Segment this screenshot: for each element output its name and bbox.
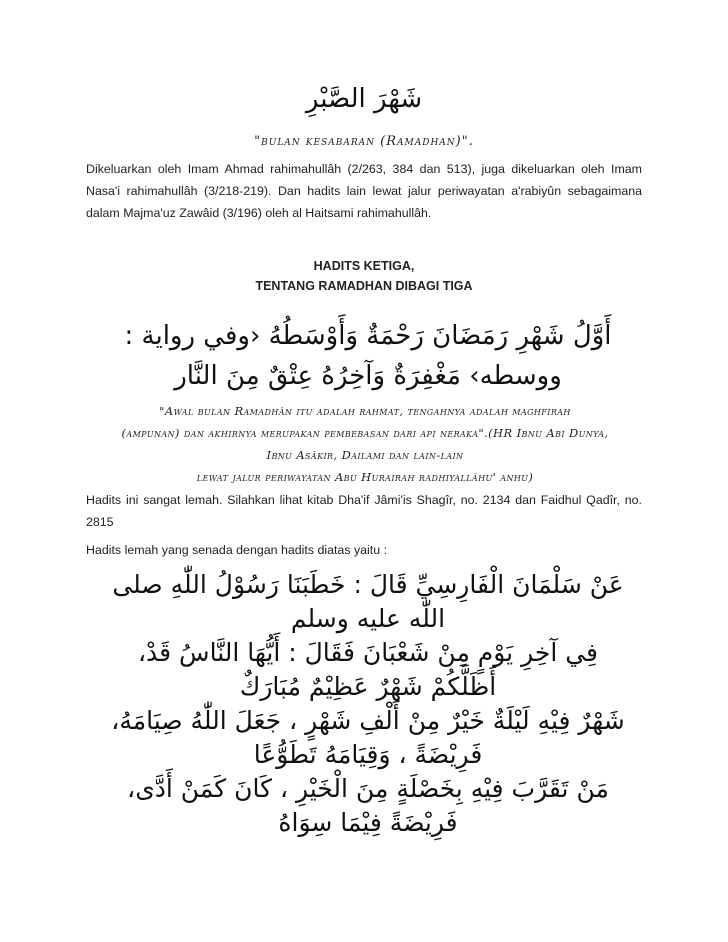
hadith1-translation-line: lewat jalur periwayatan Abu Hurairah radhiyallâhu' anhu) [196, 470, 534, 484]
hadith1-arabic-line: أَوَّلُ شَهْرِ رَمَضَانَ رَحْمَةٌ وَأَوْسَطُهُ ‹وفي رواية : [124, 321, 612, 351]
hadith1-arabic [60, 316, 676, 396]
title-translation: "bulan kesabaran (Ramadhan)". [254, 134, 474, 149]
similar-hadith-note: Hadits lemah yang senada dengan hadits diatas yaitu : [86, 543, 388, 557]
section-heading-line2: TENTANG RAMADHAN DIBAGI TIGA [255, 279, 473, 293]
hadith1-translation [70, 400, 660, 488]
intro-paragraph: Dikeluarkan oleh Imam Ahmad rahimahullâh (2/263, 384 dan 513), juga dikeluarkan oleh Imam Nasa'i rahimahullâh (3/218-219). Dan hadits lain lewat jalur periwayatan a'rabiyûn sebagaimana dalam Majma'uz Zawâid (3/196) oleh al Haitsami rahimahullâh. [86, 162, 642, 220]
arabic-title: شَهْرَ الصَّبْرِ [305, 84, 423, 114]
hadith2-arabic-line: عَنْ سَلْمَانَ الْفَارِسِيِّ قَالَ : خَطَبَنَا رَسُوْلُ اللّٰهِ صلى [112, 570, 624, 599]
hadith1-translation-line: "Awal bulan Ramadhân itu adalah rahmat, tengahnya adalah maghfirah [159, 404, 571, 418]
hadith1-translation-line: (ampunan) dan akhirnya merupakan pembebasan dari api neraka".(HR Ibnu Abi Dunya, [121, 426, 609, 440]
hadith1-translation-line: Ibnu Asâkir, Dailami dan lain-lain [266, 448, 464, 462]
section-heading-line1: HADITS KETIGA, [313, 259, 415, 273]
hadith2-arabic-line: شَهْرٌ فِيْهِ لَيْلَةٌ خَيْرٌ مِنْ أَلْفِ شَهْرٍ ، جَعَلَ اللّٰهُ صِيَامَهُ، [111, 706, 625, 735]
hadith1-arabic-line: ووسطه› مَغْفِرَةٌ وَآخِرُهُ عِتْقٌ مِنَ النَّار [174, 361, 562, 391]
hadith2-arabic-line: أَظَلَّكُمْ شَهْرٌ عَظِيْمٌ مُبَارَكٌ [239, 672, 497, 701]
hadith2-arabic-line: فِي آخِرِ يَوْمٍ مِنْ شَعْبَانَ فَقَالَ : أَيُّهَا النَّاسُ قَدْ، [137, 638, 599, 667]
hadith2-arabic-line: فَرِيْضَةً ، وَقِيَامَهُ تَطَوُّعًا [253, 740, 483, 769]
hadith2-arabic [60, 568, 676, 840]
hadith2-arabic-line: مَنْ تَقَرَّبَ فِيْهِ بِخَصْلَةٍ مِنَ الْخَيْرِ ، كَانَ كَمَنْ أَدَّى، [127, 774, 609, 803]
hadith2-arabic-line: فَرِيْضَةً فِيْمَا سِوَاهُ [278, 808, 458, 837]
hadith2-arabic-line: اللّٰه عليه وسلم [290, 604, 446, 633]
weak-hadith-note: Hadits ini sangat lemah. Silahkan lihat kitab Dha'if Jâmi'is Shagîr, no. 2134 dan Faidhul Qadîr, no. 2815 [86, 493, 642, 529]
